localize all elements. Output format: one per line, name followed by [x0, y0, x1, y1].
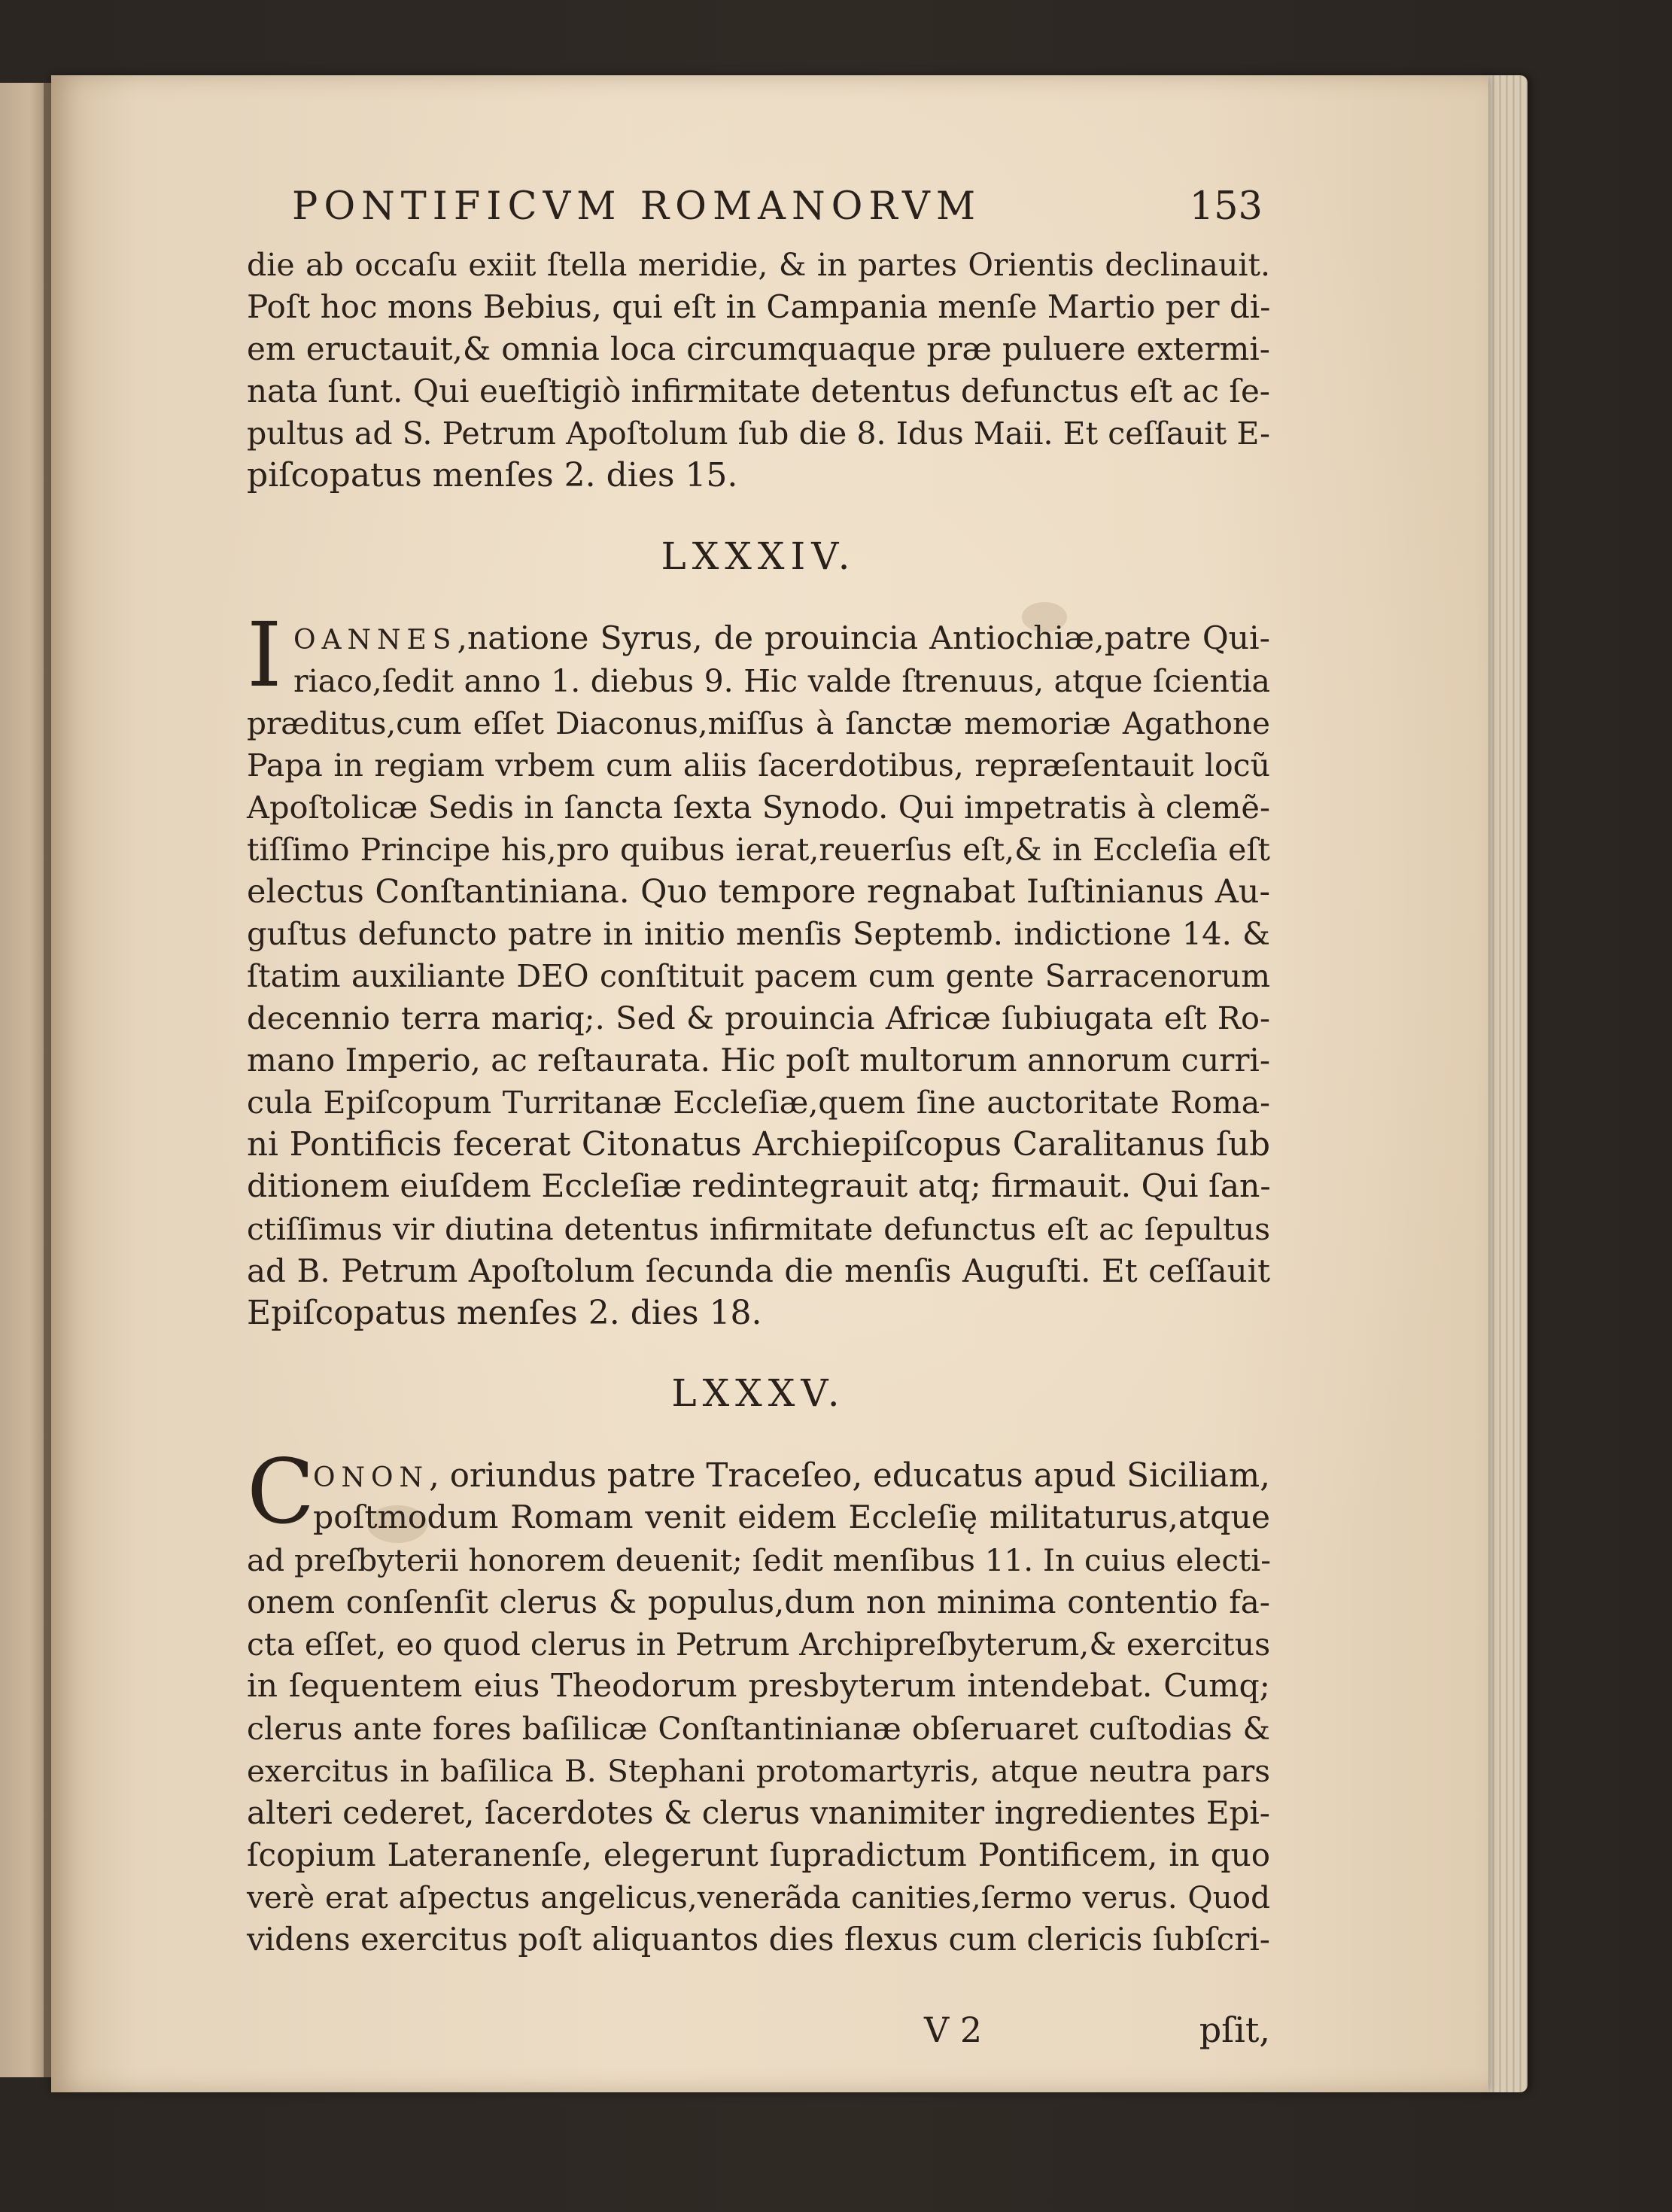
- text-line-first: [313, 1456, 1270, 1496]
- text-line: verè erat aſpectus angelicus,venerãda canities,ſermo verus. Quod: [247, 1879, 1270, 1915]
- text-line-first: [293, 619, 1270, 659]
- signature-mark: V 2: [924, 2010, 983, 2050]
- text-line: die ab occaſu exiit ſtella meridie, & in partes Orientis declinauit.: [247, 247, 1270, 283]
- text-line: onem conſenſit clerus & populus,dum non minima contentio fa-: [247, 1584, 1270, 1620]
- text-line: nata ſunt. Qui eueſtigiò infirmitate detentus defunctus eſt ac ſe-: [247, 373, 1270, 409]
- text-line: electus Conſtantiniana. Quo tempore regnabat Iuſtinianus Au-: [247, 873, 1270, 911]
- text-line: decennio terra mariq;. Sed & prouincia Africæ ſubiugata eſt Ro-: [247, 1000, 1270, 1036]
- text-line: ctiſſimus vir diutina detentus infirmitate defunctus eſt ac ſepultus: [247, 1211, 1270, 1247]
- drop-cap-c: C: [247, 1440, 315, 1544]
- text-line: mano Imperio, ac reſtaurata. Hic poſt multorum annorum curri-: [247, 1042, 1271, 1079]
- text-line: clerus ante fores baſilicæ Conſtantinianæ obſeruaret cuſtodias &: [247, 1711, 1270, 1747]
- section-heading-84: LXXXIV.: [661, 534, 856, 578]
- text-run: ,natione Syrus, de prouincia Antiochiæ,patre Qui-: [457, 620, 1270, 657]
- text-line: tiſſimo Principe his,pro quibus ierat,reuerſus eſt,& in Eccleſia eſt: [247, 832, 1270, 868]
- text-line: poſtmodum Romam venit eidem Eccleſię militaturus,atque: [313, 1499, 1270, 1536]
- text-line: alteri cederet, ſacerdotes & clerus vnanimiter ingredientes Epi-: [247, 1794, 1270, 1831]
- small-caps-name: OANNES: [293, 625, 458, 656]
- text-run: , oriundus patre Traceſeo, educatus apud Siciliam,: [429, 1457, 1270, 1495]
- text-line: ditionem eiuſdem Eccleſiæ redintegrauit atq; firmauit. Qui ſan-: [247, 1168, 1271, 1205]
- book-page: [51, 75, 1488, 2092]
- text-line: pultus ad S. Petrum Apoſtolum ſub die 8. Idus Maii. Et ceſſauit E-: [247, 415, 1270, 452]
- text-line: Apoſtolicæ Sedis in ſancta ſexta Synodo. Qui impetratis à clemẽ-: [247, 789, 1270, 826]
- text-line: piſcopatus menſes 2. dies 15.: [247, 456, 738, 494]
- text-line: ſtatim auxiliante DEO conſtituit pacem cum gente Sarracenorum: [247, 958, 1270, 994]
- text-line: cula Epiſcopum Turritanæ Eccleſiæ,quem ſine auctoritate Roma-: [247, 1085, 1270, 1121]
- text-line: ſcopium Lateranenſe, elegerunt ſupradictum Pontificem, in quo: [247, 1836, 1270, 1873]
- section-heading-85: LXXXV.: [671, 1371, 846, 1415]
- page-number: 153: [1189, 184, 1263, 229]
- text-line: Epiſcopatus menſes 2. dies 18.: [247, 1294, 762, 1332]
- drop-cap-i: I: [247, 603, 282, 707]
- text-line: em eructauit,& omnia loca circumquaque præ puluere extermi-: [247, 330, 1270, 367]
- text-line: Poſt hoc mons Bebius, qui eſt in Campania menſe Martio per di-: [247, 288, 1271, 325]
- text-line: ni Pontificis fecerat Citonatus Archiepiſcopus Caralitanus ſub: [247, 1126, 1270, 1164]
- running-head: [247, 184, 1263, 237]
- text-line: videns exercitus poſt aliquantos dies flexus cum clericis ſubſcri-: [247, 1921, 1270, 1958]
- running-title: PONTIFICVM ROMANORVM: [292, 184, 982, 229]
- text-line: guſtus defuncto patre in initio menſis Septemb. indictione 14. &: [247, 915, 1270, 952]
- text-line: ad preſbyterii honorem deuenit; ſedit menſibus 11. In cuius electi-: [247, 1542, 1271, 1578]
- small-caps-name: ONON: [313, 1462, 430, 1493]
- text-line: ad B. Petrum Apoſtolum ſecunda die menſis Auguſti. Et ceſſauit: [247, 1252, 1270, 1289]
- text-line: cta eſſet, eo quod clerus in Petrum Archipreſbyterum,& exercitus: [247, 1626, 1271, 1663]
- text-line: Papa in regiam vrbem cum aliis ſacerdotibus, repræſentauit locũ: [247, 747, 1270, 783]
- catchword: pſit,: [1199, 2010, 1270, 2050]
- text-line: in ſequentem eius Theodorum presbyterum intendebat. Cumq;: [247, 1668, 1270, 1705]
- text-line: exercitus in baſilica B. Stephani protomartyris, atque neutra pars: [247, 1753, 1270, 1789]
- text-line: riaco,ſedit anno 1. diebus 9. Hic valde ſtrenuus, atque ſcientia: [293, 663, 1270, 699]
- text-line: præditus,cum eſſet Diaconus,miſſus à ſanctæ memoriæ Agathone: [247, 705, 1270, 741]
